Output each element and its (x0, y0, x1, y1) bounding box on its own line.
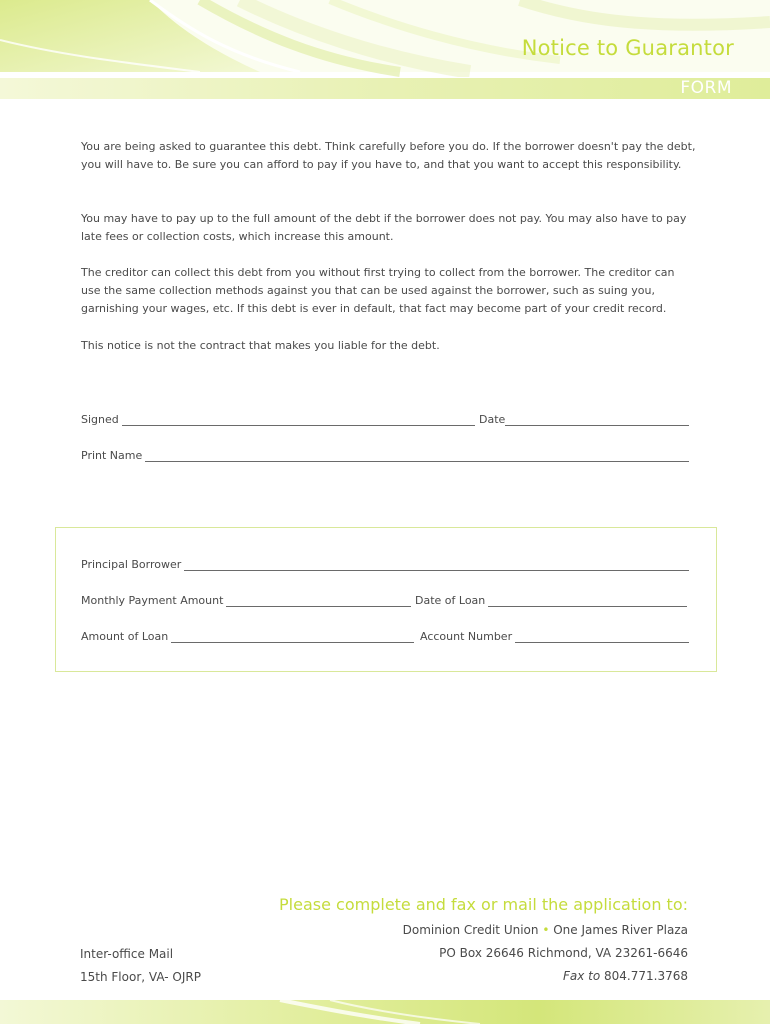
interoffice-location: 15th Floor, VA- OJRP (80, 970, 201, 984)
fax-label: Fax to (562, 969, 601, 983)
fax-number: 804.771.3768 (604, 969, 688, 983)
notice-paragraph-1: You are being asked to guarantee this debt. Think carefully before you do. If the borrower doesn't pay the debt, you will have to. Be sure you can afford to pay if you have to, and that you want to accept this responsibility. (81, 140, 696, 171)
date-of-loan-line[interactable] (488, 594, 687, 607)
date-field[interactable] (479, 410, 689, 426)
account-number-line[interactable] (515, 630, 689, 643)
notice-paragraph-2: You may have to pay up to the full amount of the debt if the borrower does not pay. You may also have to pay late fees or collection costs, which increase this amount. (81, 212, 687, 243)
org-name: Dominion Credit Union (402, 923, 539, 937)
notice-paragraph-3: The creditor can collect this debt from you without first trying to collect from the borrower. The creditor can use the same collection methods against you that can be used against the borrower, such as suing you, garnishing your wages, etc. If this debt is ever in default, that fact may become part of your credit record. (81, 266, 675, 315)
page-title: Notice to Guarantor (521, 36, 734, 60)
interoffice-title: Inter-office Mail (80, 947, 174, 961)
form-label: FORM (680, 78, 732, 98)
footer-decoration (0, 996, 770, 1024)
account-number-label: Account Number (420, 630, 513, 643)
monthly-payment-field[interactable] (81, 591, 411, 607)
amount-of-loan-field[interactable] (81, 627, 414, 643)
amount-of-loan-label: Amount of Loan (81, 630, 169, 643)
date-line[interactable] (505, 413, 689, 426)
principal-borrower-label: Principal Borrower (81, 558, 182, 571)
monthly-payment-line[interactable] (226, 594, 411, 607)
monthly-payment-label: Monthly Payment Amount (81, 594, 224, 607)
date-label: Date (479, 413, 506, 426)
separator-dot: • (542, 923, 550, 937)
print-name-label: Print Name (81, 449, 143, 462)
amount-of-loan-line[interactable] (171, 630, 414, 643)
address-line-1 (403, 923, 688, 937)
street-address: One James River Plaza (553, 923, 688, 937)
signed-line[interactable] (122, 413, 475, 426)
fax-line (563, 969, 688, 983)
account-number-field[interactable] (420, 627, 689, 643)
notice-paragraph-4: This notice is not the contract that makes you liable for the debt. (81, 339, 440, 352)
date-of-loan-label: Date of Loan (415, 594, 486, 607)
signed-label: Signed (81, 413, 119, 426)
print-name-line[interactable] (145, 449, 689, 462)
print-name-field[interactable] (81, 446, 689, 462)
principal-borrower-line[interactable] (184, 558, 689, 571)
date-of-loan-field[interactable] (415, 591, 687, 607)
address-line-2: PO Box 26646 Richmond, VA 23261-6646 (439, 946, 688, 960)
submission-instructions: Please complete and fax or mail the application to: (279, 895, 688, 914)
principal-borrower-field[interactable] (81, 555, 689, 571)
signed-field[interactable] (81, 410, 475, 426)
